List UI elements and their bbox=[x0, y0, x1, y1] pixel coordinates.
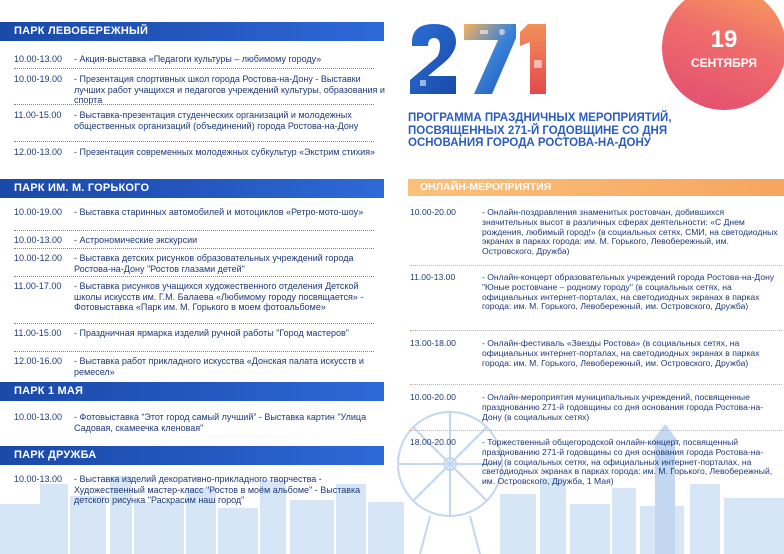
dotted-divider bbox=[14, 248, 374, 249]
event-time: 10.00-13.00 bbox=[14, 235, 63, 245]
right-column bbox=[400, 0, 784, 554]
event-text: - Выставка детских рисунков образовательных учреждений города Ростова-на-Дону "Ростов глазами детей" bbox=[74, 253, 354, 274]
event-text: - Онлайн-мероприятия муниципальных учреждений, посвященные празднованию 271-й годовщины со дня основания города Ростова-на-Дону (в социальных сетях) bbox=[482, 392, 764, 422]
program-title bbox=[408, 112, 728, 150]
event-time: 11.00-15.00 bbox=[14, 328, 62, 338]
dotted-divider bbox=[410, 384, 782, 385]
event-time: 10.00-19.00 bbox=[14, 74, 63, 84]
program-title-line: ОСНОВАНИЯ ГОРОДА РОСТОВА-НА-ДОНУ bbox=[408, 137, 651, 149]
dotted-divider bbox=[14, 104, 374, 105]
event-time: 10.00-19.00 bbox=[14, 207, 63, 217]
date-badge bbox=[662, 0, 784, 110]
event-time: 13.00-18.00 bbox=[410, 338, 456, 348]
event-text: - Выставка рисунков учащихся художественного отделения Детской школы искусств им. Г.М. Балаева «Любимому городу посвящается» - Фотовыставка «Парк им. М. Горького в моем фотоальбоме» bbox=[74, 281, 364, 312]
section-header-online: ОНЛАЙН-МЕРОПРИЯТИЯ bbox=[408, 179, 784, 196]
event-time: 10.00-13.00 bbox=[14, 412, 63, 422]
section-header-park-1-maya: ПАРК 1 МАЯ bbox=[0, 382, 384, 401]
event-text: - Выставка старинных автомобилей и мотоциклов «Ретро-мото-шоу» bbox=[74, 207, 364, 217]
event-text: - Онлайн-фестиваль «Звезды Ростова» (в социальных сетях, на официальных интернет-порталах, на светодиодных экранах в парках города: им. М. Горького, Левобережный, им. Островского, Дружба) bbox=[482, 338, 760, 368]
event-time: 10.00-20.00 bbox=[410, 392, 456, 402]
event-time: 11.00-15.00 bbox=[14, 110, 62, 120]
dotted-divider bbox=[14, 351, 374, 352]
event-time: 18.00-20.00 bbox=[410, 437, 456, 447]
event-time: 10.00-13.00 bbox=[14, 474, 63, 484]
program-title-line: ПРОГРАММА ПРАЗДНИЧНЫХ МЕРОПРИЯТИЙ, bbox=[408, 112, 672, 124]
event-text: - Торжественный общегородской онлайн-концерт, посвященный празднованию 271-й годовщины со дня основания города Ростова-на-Дону (в социальных сетях, на официальных интернет-порталах, на светодиодных экранах в парках города: им. М. Горького, Левобережный, им. Островского, Дружба, 1 Мая) bbox=[482, 437, 773, 487]
event-time: 11.00-13.00 bbox=[410, 272, 456, 282]
event-text: - Праздничная ярмарка изделий ручной работы "Город мастеров" bbox=[74, 328, 349, 338]
date-day: 19 bbox=[710, 26, 738, 53]
section-header-gorky-park: ПАРК ИМ. М. ГОРЬКОГО bbox=[0, 179, 384, 198]
event-time: 12.00-13.00 bbox=[14, 147, 63, 157]
event-text: - Акция-выставка «Педагоги культуры – любимому городу» bbox=[74, 54, 322, 64]
event-time: 11.00-17.00 bbox=[14, 281, 62, 291]
dotted-divider bbox=[410, 430, 782, 431]
event-text: - Онлайн-концерт образовательных учреждений города Ростова-на-Дону "Юные ростовчане – родному городу" (в социальных сетях, на официальных интернет-порталах, на светодиодных экранах в парках города: им. М. Горького, Левобережный, им. Островского, Дружба) bbox=[482, 272, 775, 312]
anniversary-271-logo bbox=[406, 20, 558, 98]
event-text: - Презентация спортивных школ города Ростова-на-Дону - Выставки лучших работ учащихся и педагогов учреждений культуры, образования и спорта bbox=[74, 74, 385, 105]
event-text: - Презентация современных молодежных субкультур «Экстрим стихия» bbox=[74, 147, 376, 157]
section-header-levoberezhny: ПАРК ЛЕВОБЕРЕЖНЫЙ bbox=[0, 22, 384, 41]
event-text: - Выставка-презентация студенческих организаций и молодежных общественных организаций (объединений) города Ростова-на-Дону bbox=[74, 110, 359, 131]
dotted-divider bbox=[14, 141, 374, 142]
date-month: СЕНТЯБРЯ bbox=[690, 56, 758, 70]
event-time: 10.00-12.00 bbox=[14, 253, 63, 263]
dotted-divider bbox=[14, 323, 374, 324]
event-text: - Выставка работ прикладного искусства «Донская палата искусств и ремесел» bbox=[74, 356, 364, 377]
program-title-line: ПОСВЯЩЕННЫХ 271-Й ГОДОВЩИНЕ СО ДНЯ bbox=[408, 124, 668, 137]
event-text: - Выставка изделий декоративно-прикладного творчества - Художественный мастер-класс "Ростов в моём альбоме" - Выставка детского рисунка "Раскрасим наш город" bbox=[74, 474, 361, 505]
event-time: 10.00-13.00 bbox=[14, 54, 63, 64]
event-text: - Астрономические экскурсии bbox=[74, 235, 198, 245]
event-time: 12.00-16.00 bbox=[14, 356, 63, 366]
dotted-divider bbox=[14, 68, 374, 69]
event-text: - Фотовыставка “Этот город самый лучший” - Выставка картин "Улица Садовая, скамеечка кленовая" bbox=[74, 412, 367, 433]
dotted-divider bbox=[410, 265, 782, 266]
dotted-divider bbox=[14, 276, 374, 277]
dotted-divider bbox=[410, 330, 782, 331]
event-time: 10.00-20.00 bbox=[410, 207, 456, 217]
event-text: - Онлайн-поздравления знаменитых ростовчан, добившихся значительных высот в различных сферах деятельности: «С Днем рождения, любимый город!» (в социальных сетях, СМИ, на светодиодных экранах в парках города: им. М. Горького, Левобережный, им. Островского, Дружба) bbox=[482, 207, 778, 257]
dotted-divider bbox=[14, 230, 374, 231]
section-header-park-druzhba: ПАРК ДРУЖБА bbox=[0, 446, 384, 465]
